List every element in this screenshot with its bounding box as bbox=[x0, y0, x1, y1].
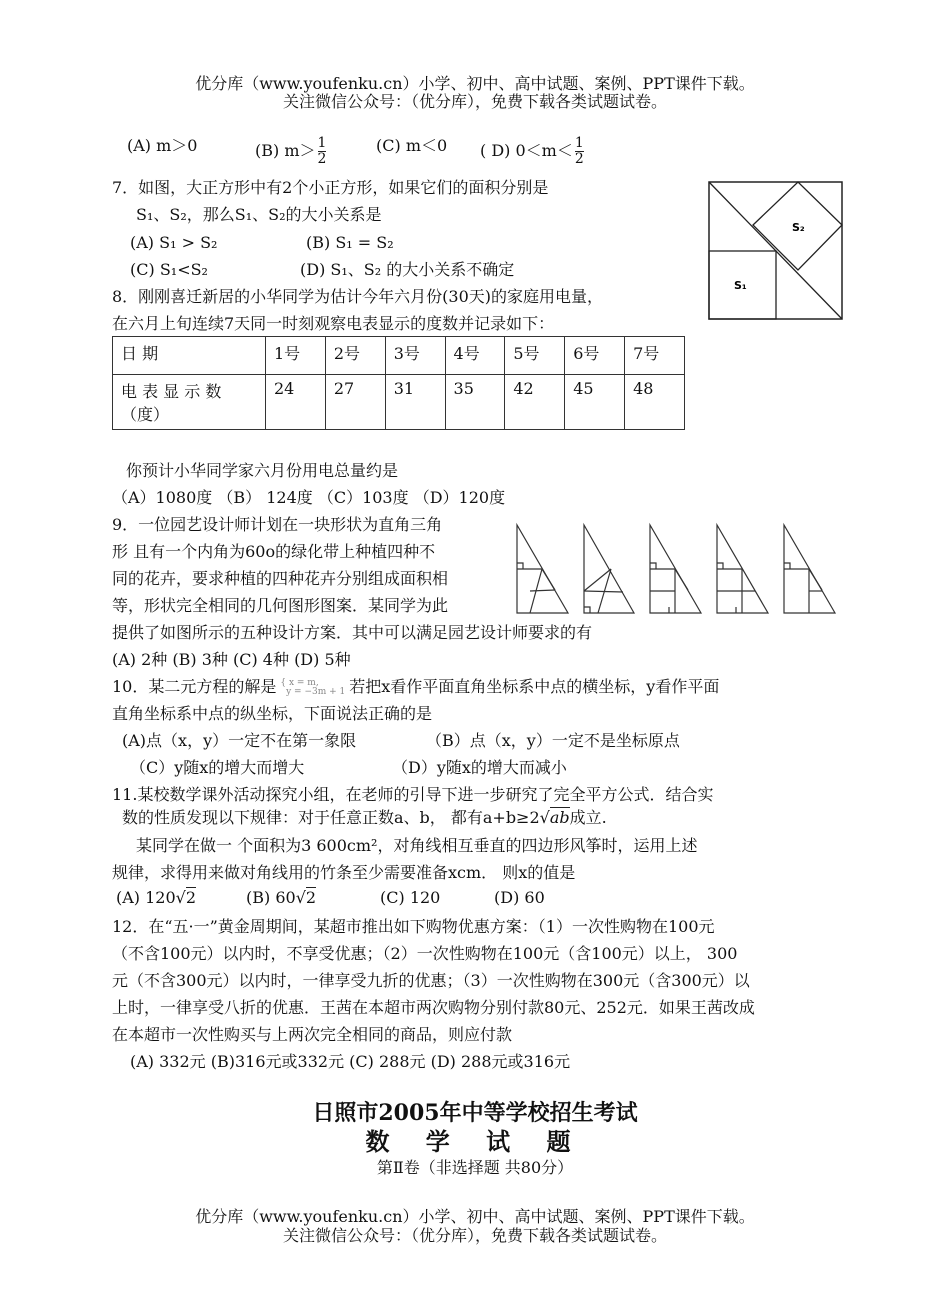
q9-line-5: 提供了如图所示的五种设计方案．其中可以满足园艺设计师要求的有 bbox=[112, 623, 593, 642]
q6-option-d: ( D) 0＜m＜ $\frac{1}{2}$ bbox=[480, 135, 584, 167]
q10-line-1: 10．某二元方程的解是 { x = m, y = −3m + 1 若把x看作平面直角坐标系中点的横坐标，y看作平面 bbox=[112, 677, 720, 697]
q11-option-a: (A) 120√2 bbox=[116, 888, 197, 907]
q9-options: (A) 2种 (B) 3种 (C) 4种 (D) 5种 bbox=[112, 650, 351, 669]
q8-options: （A）1080度 （B） 124度 （C）103度 （D）120度 bbox=[112, 488, 506, 507]
footer-line-2: 关注微信公众号：（优分库），免费下载各类试题试卷。 bbox=[282, 1226, 667, 1245]
table-cell-reading: 24 bbox=[266, 375, 326, 430]
table-cell-reading: 35 bbox=[445, 375, 505, 430]
q12-line-2: （不含100元）以内时，不享受优惠；（2）一次性购物在100元（含100元）以上， 300 bbox=[112, 944, 738, 963]
q6-option-c: (C) m＜0 bbox=[376, 136, 448, 155]
q10-option-b: （B）点（x，y）一定不是坐标原点 bbox=[426, 731, 680, 750]
table-cell-reading: 31 bbox=[385, 375, 445, 430]
table-header-reading: 电 表 显 示 数 （度） bbox=[113, 375, 266, 430]
table-cell-day: 3号 bbox=[385, 337, 445, 375]
q9-line-3: 同的花卉，要求种植的四种花卉分别组成面积相 bbox=[112, 569, 449, 588]
q12-line-3: 元（不含300元）以内时，一律享受九折的优惠；（3）一次性购物在300元（含300元）以 bbox=[112, 971, 750, 990]
table-cell-reading: 27 bbox=[325, 375, 385, 430]
sqrt-ab: √ab bbox=[539, 808, 570, 827]
design-3 bbox=[650, 525, 701, 613]
q11-line-4: 规律，求得用来做对角线用的竹条至少需要准备xcm． 则x的值是 bbox=[112, 863, 576, 882]
table-row bbox=[113, 375, 685, 430]
label-s1: S₁ bbox=[734, 279, 747, 292]
q11-line-1: 11.某校数学课外活动探究小组，在老师的引导下进一步研究了完全平方公式．结合实 bbox=[112, 785, 714, 804]
q9-line-2: 形 且有一个内角为60o的绿化带上种植四种不 bbox=[112, 542, 436, 561]
q8-question: 你预计小华同学家六月份用电总量约是 bbox=[126, 461, 399, 480]
q10-option-a: (A)点（x，y）一定不在第一象限 bbox=[122, 731, 357, 750]
q6-option-a: (A) m＞0 bbox=[127, 136, 198, 155]
design-5 bbox=[784, 525, 835, 613]
design-4 bbox=[717, 525, 768, 613]
header-line-1: 优分库（www.youfenku.cn）小学、初中、高中试题、案例、PPT课件下载。 bbox=[195, 74, 755, 93]
q7-option-a: (A) S₁ > S₂ bbox=[130, 233, 218, 252]
q9-triangle-designs bbox=[512, 522, 848, 618]
q7-option-b: (B) S₁ = S₂ bbox=[306, 233, 394, 252]
table-cell-day: 2号 bbox=[325, 337, 385, 375]
q9-line-4: 等，形状完全相同的几何图形图案．某同学为此 bbox=[112, 596, 449, 615]
design-2 bbox=[584, 525, 634, 613]
q12-line-1: 12．在“五·一”黄金周期间，某超市推出如下购物优惠方案：（1）一次性购物在100元 bbox=[112, 917, 715, 936]
q8-line-2: 在六月上旬连续7天同一时刻观察电表显示的度数并记录如下： bbox=[112, 314, 555, 333]
q12-line-5: 在本超市一次性购买与上两次完全相同的商品，则应付款 bbox=[112, 1025, 513, 1044]
equation-system: { x = m, y = −3m + 1 bbox=[280, 677, 346, 697]
section-subject: 数 学 试 题 bbox=[365, 1127, 585, 1156]
q10-line-2: 直角坐标系中点的纵坐标，下面说法正确的是 bbox=[112, 704, 433, 723]
q10-option-c: （C）y随x的增大而增大 bbox=[130, 758, 305, 777]
table-cell-day: 4号 bbox=[445, 337, 505, 375]
header-line-2: 关注微信公众号：（优分库），免费下载各类试题试卷。 bbox=[282, 92, 667, 111]
sqrt-2: √2 bbox=[295, 888, 317, 907]
label-s2: S₂ bbox=[792, 221, 805, 234]
table-cell-reading: 42 bbox=[505, 375, 565, 430]
q6-option-b: (B) m＞ $\frac{1}{2}$ bbox=[255, 135, 327, 167]
sqrt-2: √2 bbox=[175, 888, 197, 907]
q12-options: (A) 332元 (B)316元或332元 (C) 288元 (D) 288元或316元 bbox=[130, 1052, 571, 1071]
fraction-one-half: $\frac{1}{2}$ bbox=[574, 135, 584, 167]
footer-line-1: 优分库（www.youfenku.cn）小学、初中、高中试题、案例、PPT课件下载。 bbox=[195, 1207, 755, 1226]
table-cell-day: 1号 bbox=[266, 337, 326, 375]
q11-line-3: 某同学在做一 个面积为3 600cm²，对角线相互垂直的四边形风筝时，运用上述 bbox=[136, 836, 698, 855]
table-cell-day: 6号 bbox=[565, 337, 625, 375]
electricity-table bbox=[112, 336, 685, 430]
q7-line-2: S₁、S₂，那么S₁、S₂的大小关系是 bbox=[136, 205, 382, 224]
q10-option-d: （D）y随x的增大而减小 bbox=[392, 758, 567, 777]
q8-line-1: 8．刚刚喜迁新居的小华同学为估计今年六月份(30天)的家庭用电量， bbox=[112, 287, 604, 306]
q7-line-1: 7．如图，大正方形中有2个小正方形，如果它们的面积分别是 bbox=[112, 178, 549, 197]
fraction-one-half: $\frac{1}{2}$ bbox=[317, 135, 327, 167]
q7-option-c: (C) S₁<S₂ bbox=[130, 260, 208, 279]
table-row bbox=[113, 337, 685, 375]
q11-line-2: 数的性质发现以下规律：对于任意正数a、b， 都有a+b≥2√ab成立. bbox=[122, 808, 607, 827]
table-header-date: 日 期 bbox=[113, 337, 266, 375]
q11-option-c: (C) 120 bbox=[380, 888, 441, 907]
section-title: 日照市2005年中等学校招生考试 bbox=[312, 1100, 638, 1126]
q12-line-4: 上时，一律享受八折的优惠．王茜在本超市两次购物分别付款80元、252元．如果王茜改成 bbox=[112, 998, 755, 1017]
q9-line-1: 9．一位园艺设计师计划在一块形状为直角三角 bbox=[112, 515, 443, 534]
table-cell-reading: 45 bbox=[565, 375, 625, 430]
q7-squares-figure bbox=[708, 181, 844, 321]
design-1 bbox=[517, 525, 568, 613]
table-cell-day: 7号 bbox=[625, 337, 685, 375]
table-cell-day: 5号 bbox=[505, 337, 565, 375]
q7-option-d: (D) S₁、S₂ 的大小关系不确定 bbox=[300, 260, 515, 279]
q11-option-d: (D) 60 bbox=[494, 888, 545, 907]
section-subtitle: 第Ⅱ卷（非选择题 共80分） bbox=[376, 1158, 574, 1177]
q11-option-b: (B) 60√2 bbox=[246, 888, 317, 907]
table-cell-reading: 48 bbox=[625, 375, 685, 430]
